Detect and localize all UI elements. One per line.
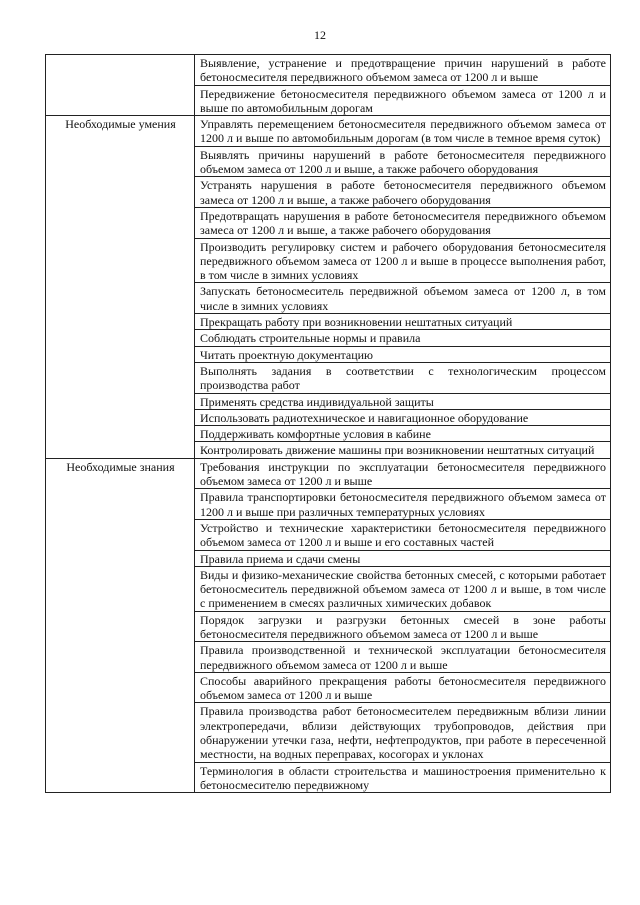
- requirement-cell: Передвижение бетоносмесителя передвижного объемом замеса от 1200 л и выше по автомобильным дорогам: [195, 85, 611, 116]
- requirement-cell: Требования инструкции по эксплуатации бетоносмесителя передвижного объемом замеса от 1200 л и выше: [195, 458, 611, 489]
- requirement-cell: Способы аварийного прекращения работы бетоносмесителя передвижного объемом замеса от 1200 л и выше: [195, 672, 611, 703]
- requirement-cell: Правила производственной и технической эксплуатации бетоносмесителя передвижного объемом замеса от 1200 л и выше: [195, 642, 611, 673]
- requirement-cell: Предотвращать нарушения в работе бетоносмесителя передвижного объемом замеса от 1200 л и выше, а также рабочего оборудования: [195, 207, 611, 238]
- requirement-cell: Поддерживать комфортные условия в кабине: [195, 426, 611, 442]
- requirement-cell: Использовать радиотехническое и навигационное оборудование: [195, 409, 611, 425]
- requirement-cell: Производить регулировку систем и рабочего оборудования бетоносмесителя передвижного объемом замеса от 1200 л и выше в процессе выполнения работ, в том числе в зимних условиях: [195, 238, 611, 283]
- requirement-cell: Устройство и технические характеристики бетоносмесителя передвижного объемом замеса от 1200 л и выше и его составных частей: [195, 519, 611, 550]
- requirement-cell: Выявлять причины нарушений в работе бетоносмесителя передвижного объемом замеса от 1200 л и выше, а также рабочего оборудования: [195, 146, 611, 177]
- requirement-cell: Выполнять задания в соответствии с технологическим процессом производства работ: [195, 362, 611, 393]
- requirement-cell: Выявление, устранение и предотвращение причин нарушений в работе бетоносмесителя передвижного объемом замеса от 1200 л и выше: [195, 55, 611, 86]
- table-row: [46, 458, 611, 489]
- page-number: 12: [314, 28, 326, 42]
- requirement-cell: Прекращать работу при возникновении нештатных ситуаций: [195, 314, 611, 330]
- section-label: [46, 55, 195, 116]
- requirement-cell: Устранять нарушения в работе бетоносмесителя передвижного объемом замеса от 1200 л и выше, а также рабочего оборудования: [195, 177, 611, 208]
- section-label: Необходимые знания: [46, 458, 195, 793]
- requirement-cell: Читать проектную документацию: [195, 346, 611, 362]
- section-label: Необходимые умения: [46, 116, 195, 459]
- requirement-cell: Терминология в области строительства и машиностроения применительно к бетоносмесителю передвижному: [195, 762, 611, 793]
- requirement-cell: Соблюдать строительные нормы и правила: [195, 330, 611, 346]
- requirement-cell: Применять средства индивидуальной защиты: [195, 393, 611, 409]
- requirement-cell: Запускать бетоносмеситель передвижной объемом замеса от 1200 л, в том числе в зимних условиях: [195, 283, 611, 314]
- requirement-cell: Виды и физико-механические свойства бетонных смесей, с которыми работает бетоносмеситель передвижной объемом замеса от 1200 л и выше, в том числе с применением в смесях различных химических добавок: [195, 566, 611, 611]
- requirement-cell: Правила транспортировки бетоносмесителя передвижного объемом замеса от 1200 л и выше при различных температурных условиях: [195, 489, 611, 520]
- table-body: [46, 55, 611, 793]
- requirement-cell: Правила приема и сдачи смены: [195, 550, 611, 566]
- competency-table: [45, 54, 611, 793]
- table-row: [46, 55, 611, 86]
- requirement-cell: Порядок загрузки и разгрузки бетонных смесей в зоне работы бетоносмесителя передвижного объемом замеса от 1200 л и выше: [195, 611, 611, 642]
- table-row: [46, 116, 611, 147]
- requirement-cell: Правила производства работ бетоносмесителем передвижным вблизи линии электропередачи, вблизи действующих трубопроводов, действия при обнаружении утечки газа, нефти, нефтепродуктов, при работе в пересеченной местности, на водных переправах, косогорах и уклонах: [195, 703, 611, 762]
- requirement-cell: Контролировать движение машины при возникновении нештатных ситуаций: [195, 442, 611, 458]
- requirement-cell: Управлять перемещением бетоносмесителя передвижного объемом замеса от 1200 л и выше по автомобильным дорогам (в том числе в темное время суток): [195, 116, 611, 147]
